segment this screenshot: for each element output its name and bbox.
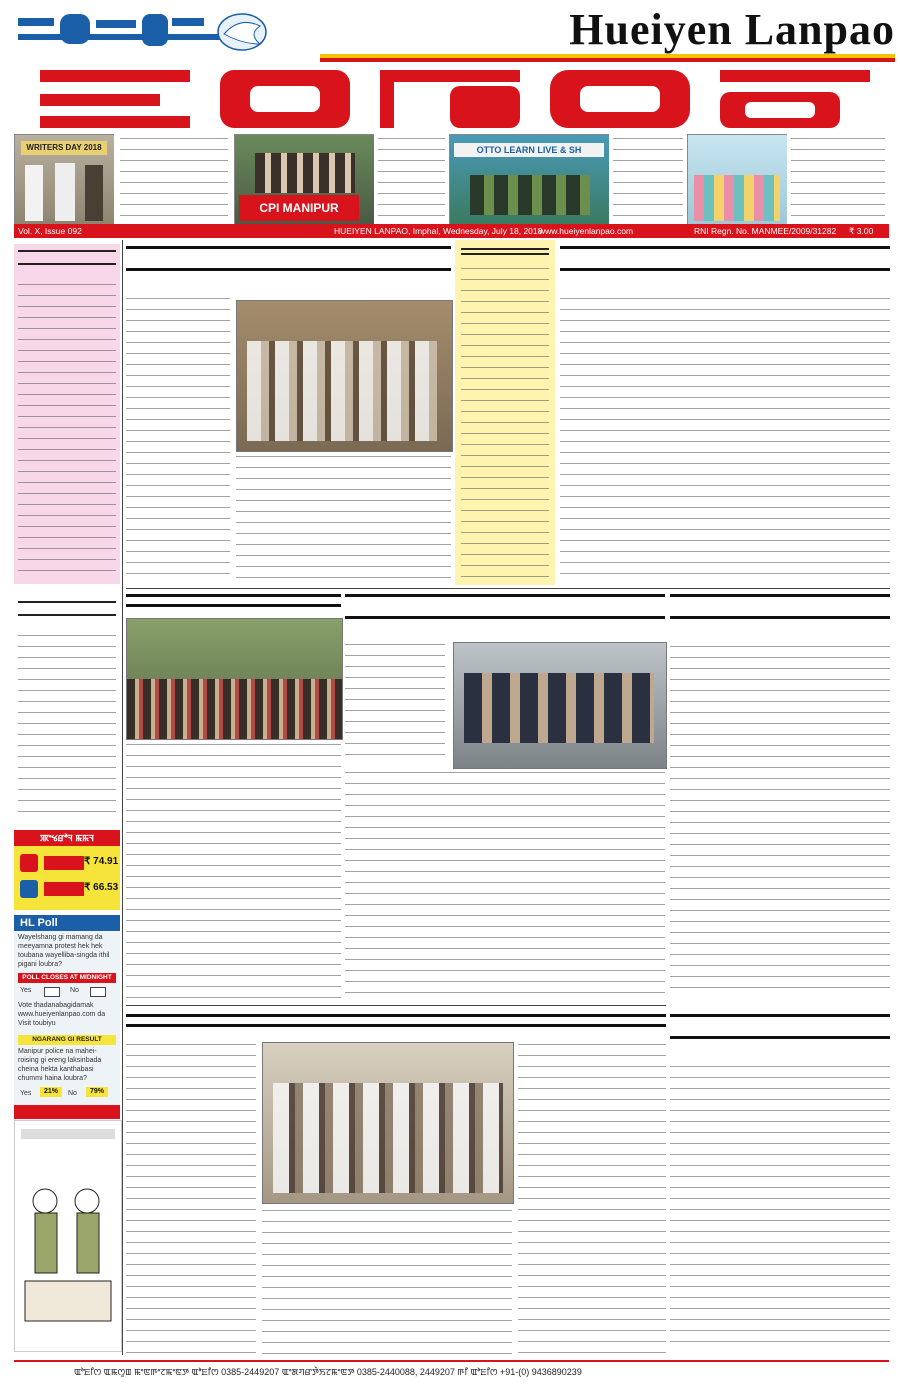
left-story-2 bbox=[14, 595, 120, 825]
photo-writers-day: WRITERS DAY 2018 bbox=[14, 134, 116, 226]
left-story-1 bbox=[14, 244, 120, 584]
protest-photo bbox=[126, 618, 343, 740]
photo-learn-live: OTTO LEARN LIVE & SH bbox=[449, 134, 611, 226]
event-photo bbox=[262, 1042, 514, 1204]
cartoon bbox=[14, 1120, 122, 1352]
price: ₹ 3.00 bbox=[849, 226, 874, 236]
dateline: HUEIYEN LANPAO, Imphal, Wednesday, July 18, 2018 bbox=[334, 226, 543, 236]
fuel-price-box bbox=[14, 830, 120, 910]
left-sidebar bbox=[14, 240, 120, 1370]
press-conference-photo bbox=[453, 642, 667, 769]
poll-vote-text[interactable]: Vote thadanabagidamak www.hueiyenlanpao.com da Visit toubiyu bbox=[18, 1002, 106, 1027]
result-title: NGARANG GI RESULT bbox=[18, 1035, 116, 1045]
cartoon-header bbox=[14, 1105, 120, 1119]
issue-info-bar bbox=[14, 224, 889, 238]
result-no: 79% bbox=[86, 1087, 108, 1097]
poll-no-checkbox[interactable] bbox=[90, 987, 106, 997]
rni-number: RNI Regn. No. MANMEE/2009/31282 bbox=[694, 226, 837, 236]
photo-books bbox=[687, 134, 789, 226]
lead-story bbox=[126, 240, 451, 585]
bottom-right-story bbox=[670, 1010, 890, 1355]
dove-icon bbox=[218, 14, 266, 50]
caption-3 bbox=[609, 134, 687, 224]
caption-2 bbox=[374, 134, 449, 224]
caption-1 bbox=[114, 134, 234, 224]
masthead-title: Hueiyen Lanpao bbox=[569, 5, 895, 54]
lead-headline bbox=[126, 246, 451, 290]
middle-left-story bbox=[126, 592, 341, 1002]
bottom-lead-story bbox=[126, 1010, 666, 1355]
fuel-header: ꯄꯦꯠꯔꯣꯜ ꯃꯃꯜ bbox=[14, 830, 120, 846]
diesel-pump-icon bbox=[20, 880, 38, 898]
poll-closes: POLL CLOSES AT MIDNIGHT bbox=[18, 973, 116, 983]
footer-bar bbox=[14, 1360, 889, 1382]
volume-issue: Vol. X, Issue 092 bbox=[18, 226, 82, 236]
petrol-pump-icon bbox=[20, 854, 38, 872]
result-yes: 21% bbox=[40, 1087, 62, 1097]
diesel-price: ₹ 66.53 bbox=[84, 882, 119, 893]
petrol-price: ₹ 74.91 bbox=[84, 856, 119, 867]
lead-photo bbox=[236, 300, 453, 452]
masthead-red-wordmark bbox=[20, 66, 890, 130]
middle-right-story bbox=[670, 592, 890, 1002]
masthead-red-rule bbox=[320, 58, 895, 62]
photo-cpi-rally: CPI MANIPUR bbox=[234, 134, 376, 226]
result-question: Manipur police na mahei-roising gi ereng laksinbada cheina hekta kanthabasi chummi haina loubra? bbox=[18, 1048, 102, 1082]
yellow-box-story bbox=[455, 240, 555, 585]
poll-yes-checkbox[interactable] bbox=[44, 987, 60, 997]
top-right-story bbox=[560, 240, 890, 585]
top-left-logo bbox=[12, 4, 282, 62]
caption-4 bbox=[787, 134, 889, 224]
poll-question: Wayelshang gi mamang da meeyamna protest hek hek toubana wayelliba-singda ithil pigani loubra? bbox=[18, 934, 110, 968]
poll-title: HL Poll bbox=[14, 915, 120, 931]
footer-contact: ꯑꯣꯐꯤꯁ ꯑꯃꯁꯨꯡ ꯃꯦꯟꯒꯦꯖꯃꯦꯟꯇ ꯑꯣꯐꯤꯁ 0385-2449207 ꯑꯦꯗꯚꯔꯇꯥꯏꯖꯃꯦꯟꯇ 0385-2440088, 2449207 ꯒꯤ ꯑꯣꯐꯤꯁ +91-(0) 9436890239 bbox=[74, 1367, 582, 1377]
middle-center-story bbox=[345, 592, 665, 1002]
hl-poll: HL Poll Wayelshang gi mamang da meeyamna protest hek hek toubana wayelliba-singda ithil pigani loubra? POLL CLOSES AT MIDNIGHT Yes No Vote thadanabagidamak www.hueiyenlanpao.com da Visit toubiyu NGARANG GI RESULT Manipur police na mahei-roising gi ereng laksinbada cheina hekta kanthabasi chummi haina loubra? Yes 21% No 79% bbox=[14, 915, 120, 1215]
top-photo-strip bbox=[14, 134, 889, 224]
website-link[interactable]: www.hueiyenlanpao.com bbox=[539, 226, 634, 236]
